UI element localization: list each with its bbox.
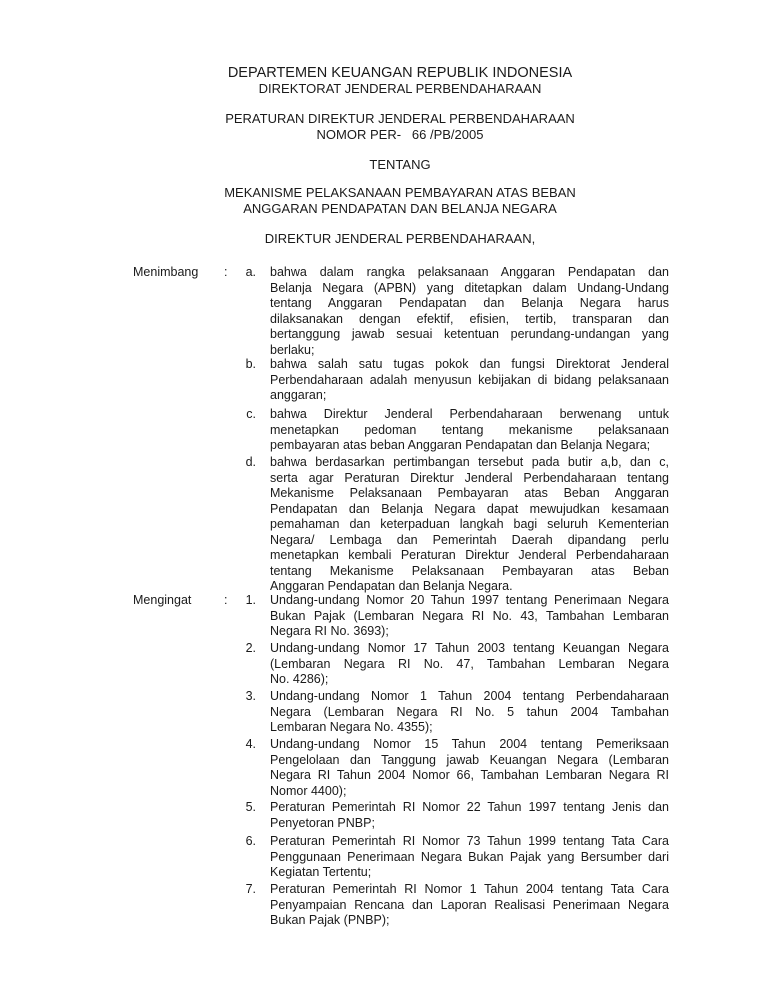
item-line: berlaku; (270, 342, 315, 357)
item-line: Penyetoran PNBP; (270, 815, 375, 830)
item-marker: 2. (245, 641, 256, 655)
item-line: menetapkan kembali Peraturan Direktur Jenderal Perbendaharaan (270, 548, 669, 562)
item-line: Perbendaharaan adalah menyusun kebijakan di bidang pelaksanaan (270, 372, 669, 387)
item-marker: 1. (245, 593, 256, 607)
item-line: bahwa Direktur Jenderal Perbendaharaan berwenang untuk (270, 407, 669, 421)
item-line: Penggunaan Penerimaan Negara Bukan Pajak yang Bersumber dari (270, 849, 669, 864)
item-text (270, 455, 669, 595)
item-line: dilaksanakan dengan efektif, efisien, tertib, transparan dan (270, 311, 669, 326)
item-line: Bukan Pajak (Lembaran Negara RI No. 43, Tambahan Lembaran (270, 608, 669, 623)
item-line: menetapkan pedoman tentang mekanisme pelaksanaan (270, 422, 669, 437)
item-marker: 5. (245, 800, 256, 814)
item-marker: 6. (245, 834, 256, 848)
issuer-heading: DIREKTUR JENDERAL PERBENDAHARAAN, (264, 231, 536, 246)
item-line: Anggaran Pendapatan dan Belanja Negara. (270, 579, 513, 593)
item-line: Belanja Negara (APBN) yang ditetapkan dalam Undang-Undang (270, 280, 669, 295)
item-line: Mekanisme Pelaksanaan Pembayaran atas Beban Anggaran (270, 486, 669, 500)
item-line: tentang Anggaran Pendapatan dan Belanja Negara harus (270, 296, 669, 310)
item-line: bahwa berdasarkan pertimbangan tersebut pada butir a,b, dan c, (270, 455, 669, 469)
item-line: (Lembaran Negara RI No. 47, Tambahan Lembaran Negara (270, 656, 669, 671)
item-line: tentang Mekanisme Pelaksanaan Pembayaran atas Beban (270, 563, 669, 578)
item-line: Bukan Pajak (PNBP); (270, 913, 390, 927)
item-marker: 3. (245, 689, 256, 703)
item-text (270, 265, 669, 358)
item-text (270, 689, 669, 736)
item-line: Negara (Lembaran Negara RI No. 5 tahun 2004 Tambahan (270, 704, 669, 719)
menimbang-colon: : (224, 265, 228, 279)
item-line: Undang-undang Nomor 17 Tahun 2003 tentang Keuangan Negara (270, 641, 669, 655)
item-line: bahwa salah satu tugas pokok dan fungsi Direktorat Jenderal (270, 357, 669, 371)
regulation-title: PERATURAN DIREKTUR JENDERAL PERBENDAHARAAN (225, 111, 575, 126)
subject-line-2: ANGGARAN PENDAPATAN DAN BELANJA NEGARA (243, 201, 557, 216)
item-text (270, 834, 669, 881)
item-line: Undang-undang Nomor 15 Tahun 2004 tentang Pemeriksaan (270, 737, 669, 751)
subject-line-1: MEKANISME PELAKSANAAN PEMBAYARAN ATAS BEBAN (224, 185, 576, 200)
item-line: Penyampaian Rencana dan Laporan Realisasi Penerimaan Negara (270, 897, 669, 912)
item-text (270, 593, 669, 640)
item-text (270, 407, 669, 454)
item-line: Pendapatan dan Belanja Negara dapat mewujudkan kesamaan (270, 501, 669, 516)
mengingat-label: Mengingat (133, 593, 192, 607)
item-line: Peraturan Pemerintah RI Nomor 1 Tahun 2004 tentang Tata Cara (270, 882, 669, 896)
item-marker: c. (246, 407, 256, 421)
item-line: pemahaman dan keterpaduan langkah bagi seluruh Kementerian (270, 517, 669, 531)
directorate-heading: DIREKTORAT JENDERAL PERBENDAHARAAN (258, 81, 542, 96)
item-text (270, 737, 669, 799)
item-text (270, 641, 669, 688)
about-heading: TENTANG (369, 157, 431, 172)
department-heading: DEPARTEMEN KEUANGAN REPUBLIK INDONESIA (227, 65, 573, 81)
item-line: serta agar Peraturan Direktur Jenderal Perbendaharaan tentang (270, 470, 669, 485)
item-line: bahwa dalam rangka pelaksanaan Anggaran Pendapatan dan (270, 265, 669, 279)
item-marker: d. (245, 455, 256, 469)
item-text (270, 357, 669, 404)
item-line: Nomor 4400); (270, 783, 347, 798)
item-marker: 4. (245, 737, 256, 751)
item-line: No. 4286); (270, 672, 329, 686)
item-line: Lembaran Negara No. 4355); (270, 720, 433, 734)
item-line: Negara RI Tahun 2004 Nomor 66, Tambahan Lembaran Negara RI (270, 768, 669, 782)
menimbang-label: Menimbang (133, 265, 199, 279)
regulation-number: NOMOR PER- 66 /PB/2005 (316, 127, 484, 142)
item-line: Peraturan Pemerintah RI Nomor 22 Tahun 1997 tentang Jenis dan (270, 800, 669, 814)
item-line: pembayaran atas beban Anggaran Pendapatan dan Belanja Negara; (270, 438, 651, 452)
item-line: Negara RI No. 3693); (270, 624, 389, 638)
mengingat-colon: : (224, 593, 228, 607)
item-line: bertanggung jawab sesuai ketentuan perundang-undangan yang (270, 327, 669, 341)
item-marker: a. (245, 265, 256, 279)
item-line: Kegiatan Tertentu; (270, 865, 372, 879)
item-line: Peraturan Pemerintah RI Nomor 73 Tahun 1999 tentang Tata Cara (270, 834, 669, 848)
item-marker: b. (245, 357, 256, 371)
item-line: Undang-undang Nomor 1 Tahun 2004 tentang Perbendaharaan (270, 689, 669, 703)
item-line: Undang-undang Nomor 20 Tahun 1997 tentang Penerimaan Negara (270, 593, 669, 607)
item-marker: 7. (245, 882, 256, 896)
item-line: Pengelolaan dan Tanggung jawab Keuangan Negara (Lembaran (270, 752, 669, 767)
item-text (270, 800, 669, 831)
item-line: anggaran; (270, 388, 327, 402)
item-text (270, 882, 669, 929)
item-line: Negara/ Lembaga dan Pemerintah Daerah dipandang perlu (270, 532, 669, 547)
